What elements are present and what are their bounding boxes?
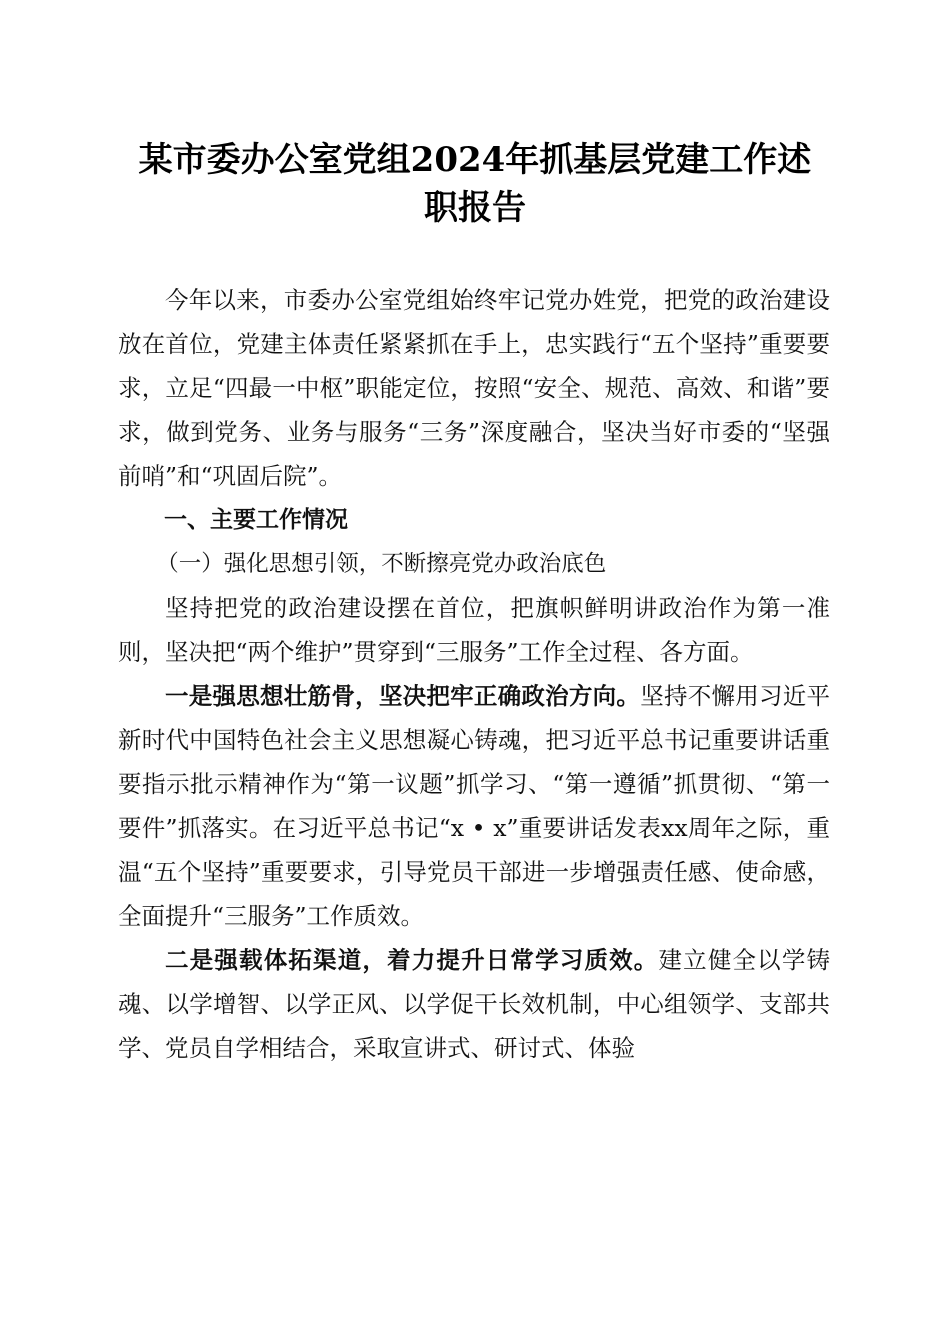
point-2-lead: 二是强载体拓渠道，着力提升日常学习质效。	[165, 946, 659, 974]
document-body	[118, 278, 830, 1070]
point-2-body: 建立健全以学铸魂、以学增智、以学正风、以学促干长效机制，中心组领学、支部共学、党员自学相结合，采取宣讲式、研讨式、体验	[118, 946, 831, 1062]
subsection-1-intro: 坚持把党的政治建设摆在首位，把旗帜鲜明讲政治作为第一准则，坚决把“两个维护”贯穿到“三服务”工作全过程、各方面。	[118, 594, 830, 666]
intro-paragraph: 今年以来，市委办公室党组始终牢记党办姓党，把党的政治建设放在首位，党建主体责任紧紧抓在手上，忠实践行“五个坚持”重要要求，立足“四最一中枢”职能定位，按照“安全、规范、高效、和谐”要求，做到党务、业务与服务“三务”深度融合，坚决当好市委的“坚强前哨”和“巩固后院”。	[118, 286, 830, 490]
point-1-paragraph	[118, 674, 830, 938]
point-2-paragraph	[118, 938, 830, 1070]
document-title-line-1: 某市委办公室党组2024年抓基层党建工作述	[138, 140, 812, 180]
subsection-1-heading: （一）强化思想引领，不断擦亮党办政治底色	[156, 551, 607, 577]
document-title-line-2: 职报告	[424, 188, 526, 228]
section-1-heading: 一、主要工作情况	[164, 507, 348, 533]
point-1-lead: 一是强思想壮筋骨，坚决把牢正确政治方向。	[165, 682, 641, 710]
point-1-body: 坚持不懈用习近平新时代中国特色社会主义思想凝心铸魂，把习近平总书记重要讲话重要指示批示精神作为“第一议题”抓学习、“第一遵循”抓贯彻、“第一要件”抓落实。在习近平总书记“x • x”重要讲话发表xx周年之际，重温“五个坚持”重要要求，引导党员干部进一步增强责任感、使命感，全面提升“三服务”工作质效。	[118, 682, 831, 930]
